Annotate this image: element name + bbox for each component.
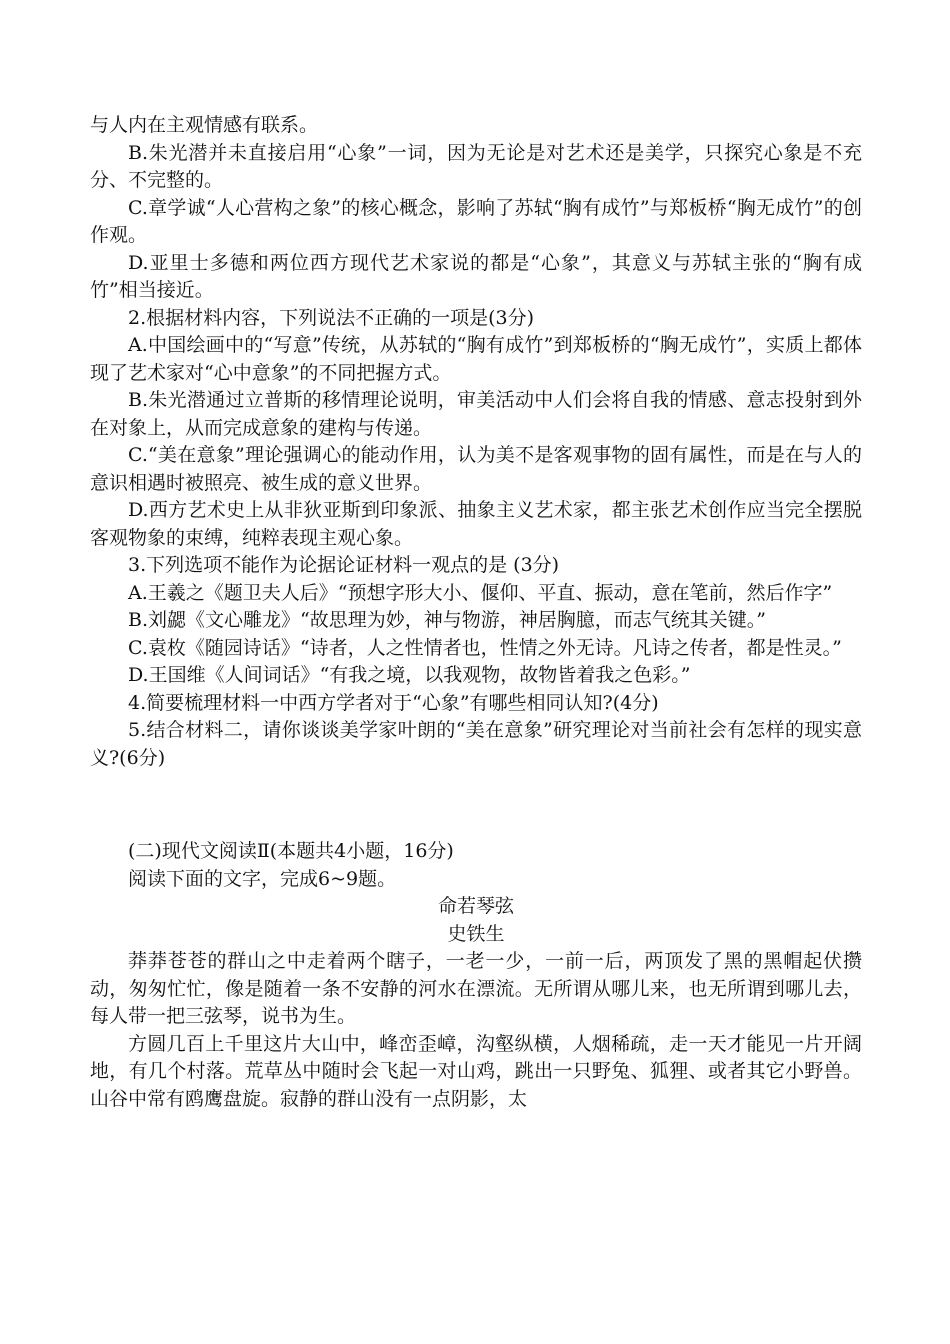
- section-heading: (二)现代文阅读Ⅱ(本题共4小题，16分): [128, 840, 454, 862]
- q3-stem: 3.下列选项不能作为论据论证材料一观点的是 (3分): [128, 554, 560, 576]
- exam-page: [90, 112, 862, 1113]
- story-title: 命若琴弦: [437, 895, 514, 917]
- q2-option-c: C.“美在意象”理论强调心的能动作用，认为美不是客观事物的固有属性，而是在与人的意识相遇时被照亮、被生成的意义世界。: [90, 444, 862, 494]
- q3-option-b: B.刘勰《文心雕龙》“故思理为妙，神与物游，神居胸臆，而志气统其关键。”: [128, 609, 766, 631]
- q2-option-b: B.朱光潜通过立普斯的移情理论说明，审美活动中人们会将自我的情感、意志投射到外在对象上，从而完成意象的建构与传递。: [90, 389, 862, 439]
- q2-stem: 2.根据材料内容，下列说法不正确的一项是(3分): [128, 306, 535, 329]
- q3-option-c: C.袁枚《随园诗话》“诗者，人之性情者也，性情之外无诗。凡诗之传者，都是性灵。”: [128, 636, 842, 659]
- q5-question: 5.结合材料二，请你谈谈美学家叶朗的“美在意象”研究理论对当前社会有怎样的现实意义?(6分): [90, 719, 862, 769]
- q4-question: 4.简要梳理材料一中西方学者对于“心象”有哪些相同认知?(4分): [128, 691, 659, 714]
- q1-option-b: B.朱光潜并未直接启用“心象”一词，因为无论是对艺术还是美学，只探究心象是不充分、不完整的。: [90, 141, 862, 191]
- q2-option-d: D.西方艺术史上从非狄亚斯到印象派、抽象主义艺术家，都主张艺术创作应当完全摆脱客观物象的束缚，纯粹表现主观心象。: [90, 499, 862, 549]
- story-author: 史铁生: [447, 922, 505, 945]
- q1-option-d: D.亚里士多德和两位西方现代艺术家说的都是“心象”，其意义与苏轼主张的“胸有成竹”相当接近。: [90, 251, 862, 301]
- continuation-text: 与人内在主观情感有联系。: [90, 114, 319, 136]
- story-paragraph: 方圆几百上千里这片大山中，峰峦歪嶂，沟壑纵横，人烟稀疏，走一天才能见一片开阔地，有几个村落。荒草丛中随时会飞起一对山鸡，跳出一只野兔、狐狸、或者其它小野兽。山谷中常有鸥鹰盘旋。寂静的群山没有一点阴影，太: [90, 1032, 862, 1110]
- section-instruction: 阅读下面的文字，完成6~9题。: [128, 867, 397, 890]
- q3-option-d: D.王国维《人间词话》“有我之境，以我观物，故物皆着我之色彩。”: [128, 664, 691, 686]
- q1-option-c: C.章学诚“人心营构之象”的核心概念，影响了苏轼“胸有成竹”与郑板桥“胸无成竹”的创作观。: [90, 196, 862, 246]
- q2-option-a: A.中国绘画中的“写意”传统，从苏轼的“胸有成竹”到郑板桥的“胸无成竹”，实质上都体现了艺术家对“心中意象”的不同把握方式。: [90, 334, 862, 384]
- section-gap: [90, 772, 862, 838]
- q3-option-a: A.王羲之《题卫夫人后》“预想字形大小、偃仰、平直、振动，意在笔前，然后作字”: [128, 581, 833, 604]
- story-paragraph: 莽莽苍苍的群山之中走着两个瞎子，一老一少，一前一后，两顶发了黑的黑帽起伏攒动，匆匆忙忙，像是随着一条不安静的河水在漂流。无所谓从哪儿来，也无所谓到哪儿去，每人带一把三弦琴，说书为生。: [90, 950, 862, 1027]
